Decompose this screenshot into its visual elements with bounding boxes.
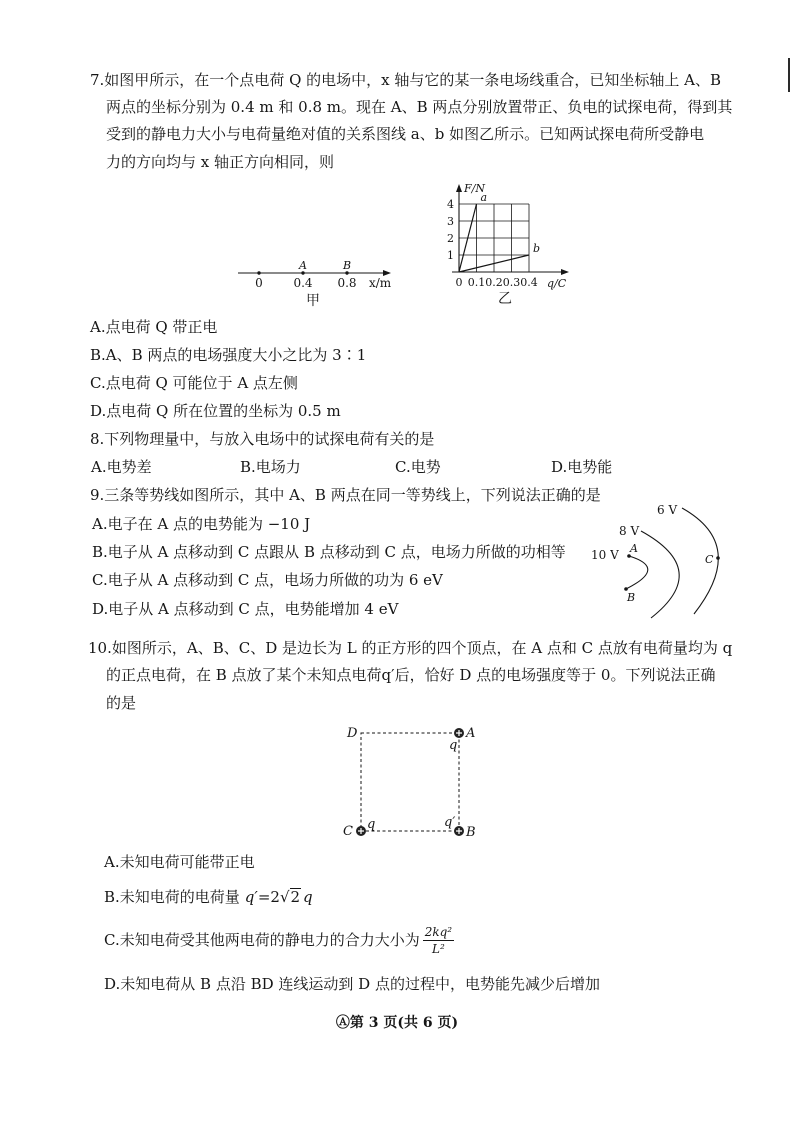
y-axis-label: F/N — [464, 182, 485, 195]
series-label-a: a — [480, 191, 488, 204]
q7-stem-line-4: 力的方向均与 x 轴正方向相同，则 — [106, 153, 334, 171]
label-10v: 10 V — [591, 548, 619, 562]
q7-stem-line-2: 两点的坐标分别为 0.4 m 和 0.8 m。现在 A、B 两点分别放置带正、负电的试探电荷，得到其 — [106, 98, 733, 116]
x-axis-arrow — [561, 269, 569, 275]
q9-option-c: C.电子从 A 点移动到 C 点，电场力所做的功为 6 eV — [92, 571, 443, 589]
fraction — [423, 925, 454, 956]
q8-option-a: A.电势差 — [91, 458, 152, 476]
formula-variable: q′ — [244, 888, 258, 906]
q10-option-b — [104, 887, 313, 907]
q9-option-b: B.电子从 A 点移动到 C 点跟从 B 点移动到 C 点，电场力所做的功相等 — [92, 543, 566, 561]
graph-marks — [447, 191, 540, 289]
q10-option-c — [104, 924, 454, 956]
label-6v: 6 V — [657, 503, 678, 517]
x-tick-label: 0.2 — [485, 276, 503, 289]
q7-stem-line-3: 受到的静电力大小与电荷量绝对值的关系图线 a、b 如图乙所示。已知两试探电荷所受静电 — [106, 125, 705, 143]
y-tick-label: 1 — [447, 249, 454, 262]
radicand: 2 — [290, 888, 301, 906]
x-tick-label: 0 — [455, 276, 463, 289]
series-label-b: b — [533, 242, 541, 255]
x-tick-label: 0.1 — [467, 276, 486, 289]
q8-option-d: D.电势能 — [551, 458, 613, 476]
figure-yi — [440, 180, 580, 308]
point-label-a: A — [299, 259, 307, 272]
label-vertex-d: D — [347, 726, 358, 741]
scan-edge-mark — [788, 58, 790, 92]
label-point-c: C — [705, 553, 714, 566]
fraction-numerator: 2kq² — [424, 924, 453, 939]
label-point-a: A — [630, 542, 638, 555]
radical-sign: √ — [279, 888, 290, 906]
formula-rhs: q — [303, 888, 313, 906]
q7-stem-line-1: 7.如图甲所示，在一个点电荷 Q 的电场中，x 轴与它的某一条电场线重合，已知坐标轴上 A、B — [90, 71, 722, 89]
y-tick-label: 4 — [447, 198, 454, 211]
q10-stem-line-3: 的是 — [106, 694, 137, 712]
figure-jia — [230, 255, 405, 310]
label-charge-b: q′ — [444, 815, 456, 830]
q7-option-a: A.点电荷 Q 带正电 — [90, 318, 218, 336]
charge-b-icon — [454, 826, 464, 836]
y-tick-label: 3 — [447, 215, 454, 228]
x-tick-label: 0.4 — [520, 276, 538, 289]
axis-label: x/m — [369, 276, 392, 290]
x-tick-label: 0.3 — [502, 276, 521, 289]
q9-stem: 9.三条等势线如图所示，其中 A、B 两点在同一等势线上，下列说法正确的是 — [90, 486, 601, 504]
option-text: C.未知电荷受其他两电荷的静电力的合力大小为 — [104, 931, 420, 949]
label-charge-c: q — [367, 817, 376, 832]
axis-point-dot — [257, 271, 260, 274]
q8-option-b: B.电场力 — [240, 458, 301, 476]
q10-option-a: A.未知电荷可能带正电 — [104, 853, 255, 871]
axis-marks — [255, 259, 356, 290]
figure-equipotential-lines — [585, 498, 745, 628]
q7-option-b: B.A、B 两点的电场强度大小之比为 3∶1 — [90, 346, 367, 364]
charge-a-icon — [454, 728, 464, 738]
tick-label: 0.4 — [293, 276, 313, 290]
x-axis-label: q/C — [547, 277, 567, 290]
figure-caption: 甲 — [306, 293, 320, 309]
q10-stem-line-1: 10.如图所示，A、B、C、D 是边长为 L 的正方形的四个顶点，在 A 点和 C 点放有电荷量均为 q — [88, 639, 733, 657]
label-point-b: B — [627, 591, 636, 604]
figure-caption: 乙 — [498, 291, 512, 307]
tick-label: 0.8 — [337, 276, 357, 290]
q9-option-a: A.电子在 A 点的电势能为 −10 J — [92, 515, 311, 533]
charge-c-icon — [356, 826, 366, 836]
label-vertex-c: C — [343, 824, 353, 839]
tick-label: 0 — [255, 276, 263, 290]
option-text: B.未知电荷的电荷量 — [104, 888, 240, 906]
label-8v: 8 V — [619, 524, 640, 538]
label-charge-a: q — [449, 738, 458, 753]
page-footer: Ⓐ第 3 页(共 6 页) — [335, 1015, 459, 1031]
y-tick-label: 2 — [447, 232, 454, 245]
q9-option-d: D.电子从 A 点移动到 C 点，电势能增加 4 eV — [92, 600, 399, 618]
label-vertex-a: A — [466, 726, 476, 741]
point-label-b: B — [342, 259, 352, 272]
q7-option-d: D.点电荷 Q 所在位置的坐标为 0.5 m — [90, 402, 341, 420]
q10-option-d: D.未知电荷从 B 点沿 BD 连线运动到 D 点的过程中，电势能先减少后增加 — [104, 975, 600, 993]
label-vertex-b: B — [466, 825, 476, 840]
q10-stem-line-2: 的正点电荷，在 B 点放了某个未知点电荷q′后，恰好 D 点的电场强度等于 0。下列说法正确 — [106, 666, 716, 684]
formula-equals: =2 — [257, 888, 280, 906]
fraction-denominator: L² — [432, 941, 445, 956]
figure-square-charges — [336, 716, 486, 846]
point-c-dot — [716, 556, 720, 560]
q8-option-c: C.电势 — [395, 458, 441, 476]
equipotential-line-10v — [626, 556, 648, 589]
y-axis-arrow — [456, 184, 462, 192]
q7-option-c: C.点电荷 Q 可能位于 A 点左侧 — [90, 374, 298, 392]
q8-stem: 8.下列物理量中，与放入电场中的试探电荷有关的是 — [90, 430, 435, 448]
